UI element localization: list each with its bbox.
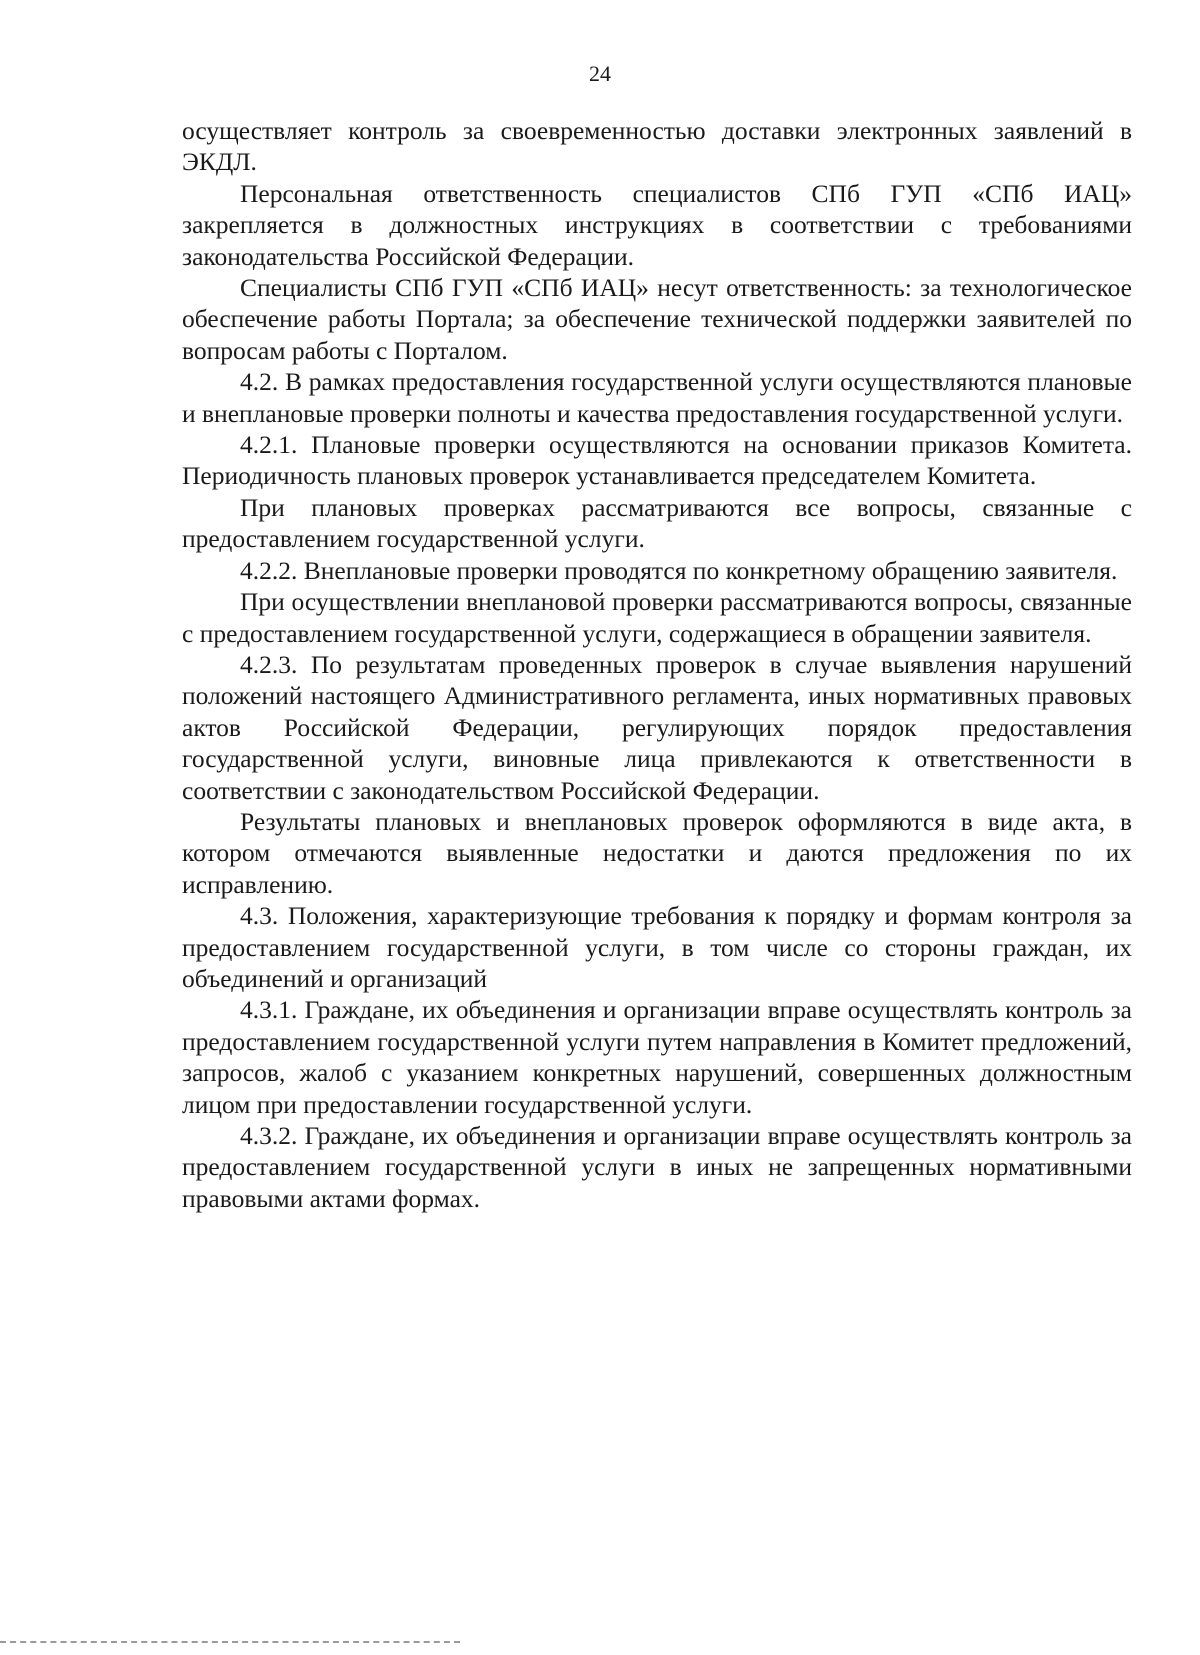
paragraph: При плановых проверках рассматриваются все вопросы, связанные с предоставлением государственной услуги.	[182, 492, 1132, 554]
paragraph: Специалисты СПб ГУП «СПб ИАЦ» несут ответственность: за технологическое обеспечение работы Портала; за обеспечение технической поддержки заявителей по вопросам работы с Порталом.	[182, 273, 1132, 365]
paragraph-section-4-3-1: 4.3.1. Граждане, их объединения и организации вправе осуществлять контроль за предоставлением государственной услуги путем направления в Комитет предложений, запросов, жалоб с указанием конкретных нарушений, совершенных должностным лицом при предоставлении государственной услуги.	[182, 995, 1132, 1119]
paragraph-section-4-3: 4.3. Положения, характеризующие требования к порядку и формам контроля за предоставлением государственной услуги, в том числе со стороны граждан, их объединений и организаций	[182, 901, 1132, 993]
paragraph: Результаты плановых и внеплановых проверок оформляются в виде акта, в котором отмечаются выявленные недостатки и даются предложения по их исправлению.	[182, 806, 1132, 899]
paragraph-section-4-2-2: 4.2.2. Внеплановые проверки проводятся по конкретному обращению заявителя.	[240, 555, 1118, 585]
paragraph-continuation: осуществляет контроль за своевременностью доставки электронных заявлений в ЭКДЛ.	[182, 116, 1132, 177]
paragraph-section-4-2-3: 4.2.3. По результатам проведенных проверок в случае выявления нарушений положений настоящего Административного регламента, иных нормативных правовых актов Российской Федерации, регулирующих порядок предоставления государственной услуги, виновные лица привлекаются к ответственности в соответствии с законодательством Российской Федерации.	[182, 649, 1132, 805]
page-number: 24	[589, 61, 611, 86]
document-body	[182, 115, 1132, 1214]
paragraph-section-4-3-2: 4.3.2. Граждане, их объединения и организации вправе осуществлять контроль за предоставлением государственной услуги в иных не запрещенных нормативными правовыми актами формах.	[182, 1121, 1132, 1213]
paragraph-section-4-2: 4.2. В рамках предоставления государственной услуги осуществляются плановые и внеплановые проверки полноты и качества предоставления государственной услуги.	[182, 367, 1132, 428]
paragraph-section-4-2-1: 4.2.1. Плановые проверки осуществляются на основании приказов Комитета. Периодичность плановых проверок устанавливается председателем Комитета.	[182, 430, 1132, 491]
paragraph: Персональная ответственность специалистов СПб ГУП «СПб ИАЦ» закрепляется в должностных инструкциях в соответствии с требованиями законодательства Российской Федерации.	[182, 178, 1132, 271]
paragraph: При осуществлении внеплановой проверки рассматриваются вопросы, связанные с предоставлением государственной услуги, содержащиеся в обращении заявителя.	[182, 587, 1132, 648]
scan-edge-divider	[0, 1641, 460, 1643]
